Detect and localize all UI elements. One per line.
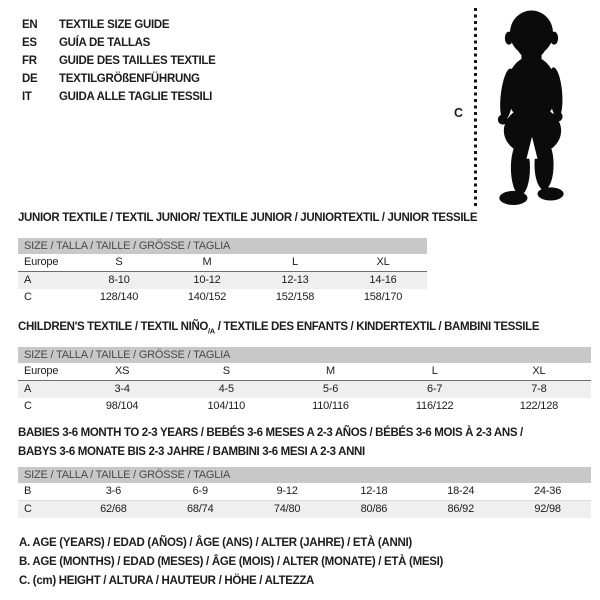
table-cell: 140/152 xyxy=(187,291,227,303)
table-row xyxy=(18,501,591,518)
table-cell: 6-9 xyxy=(192,485,208,497)
language-row xyxy=(22,52,216,70)
table-cell: M xyxy=(326,365,335,377)
language-code: DE xyxy=(22,73,38,85)
row-label-cell: A xyxy=(24,274,32,286)
table-cell: 104/110 xyxy=(207,400,246,412)
table-cell: 6-7 xyxy=(427,383,443,395)
table-cell: 158/170 xyxy=(363,291,403,303)
table-cell: 110/116 xyxy=(312,400,349,412)
language-row xyxy=(22,88,216,106)
table-row xyxy=(18,254,427,272)
babies-table-title xyxy=(18,424,523,462)
guide-title: TEXTILE SIZE GUIDE xyxy=(59,19,170,31)
table-row xyxy=(18,483,591,501)
language-code: ES xyxy=(22,37,37,49)
language-list xyxy=(22,16,216,106)
babies-title-line-2: BABYS 3-6 MONATE BIS 2-3 JAHRE / BAMBINI 3-6 MESI A 2-3 ANNI xyxy=(18,446,365,458)
table-cell: 98/104 xyxy=(105,400,139,412)
children-title-text: / TEXTILE DES ENFANTS / KINDERTEXTIL / BAMBINI TESSILE xyxy=(214,321,540,333)
language-row xyxy=(22,16,216,34)
table-cell: 12-18 xyxy=(360,485,388,497)
size-header-bar: SIZE / TALLA / TAILLE / GRÖSSE / TAGLIA xyxy=(18,238,427,254)
row-label-cell: C xyxy=(24,400,32,412)
children-title-text: CHILDREN'S TEXTILE / TEXTIL NIÑO xyxy=(18,321,209,333)
table-cell: 116/122 xyxy=(415,400,454,412)
table-cell: 24-36 xyxy=(534,485,562,497)
table-cell: 3-6 xyxy=(105,485,122,497)
table-row xyxy=(18,398,591,415)
language-code: EN xyxy=(22,19,38,31)
footnote-b: B. AGE (MONTHS) / EDAD (MESES) / ÂGE (MOIS) / ALTER (MONATE) / ETÀ (MESI) xyxy=(19,556,444,568)
table-cell: 122/128 xyxy=(519,400,559,412)
junior-table xyxy=(18,238,427,306)
junior-table-title: JUNIOR TEXTILE / TEXTIL JUNIOR/ TEXTILE JUNIOR / JUNIORTEXTIL / JUNIOR TESSILE xyxy=(18,212,478,224)
table-cell: 152/158 xyxy=(275,291,315,303)
table-cell: L xyxy=(431,365,438,377)
table-cell: M xyxy=(202,256,212,268)
table-cell: 92/98 xyxy=(534,503,561,515)
table-cell: 5-6 xyxy=(322,383,339,395)
guide-title: GUIDA ALLE TAGLIE TESSILI xyxy=(59,91,213,103)
language-code: FR xyxy=(22,55,37,67)
footnotes xyxy=(19,534,443,591)
language-code: IT xyxy=(22,91,32,103)
table-row xyxy=(18,289,427,306)
row-label-cell: C xyxy=(24,503,32,515)
babies-table xyxy=(18,467,591,518)
table-cell: S xyxy=(222,365,230,377)
footnote-a: A. AGE (YEARS) / EDAD (AÑOS) / ÂGE (ANS) / ALTER (JAHRE) / ETÀ (ANNI) xyxy=(19,537,412,549)
height-dotted-line xyxy=(474,8,477,207)
table-cell: 62/68 xyxy=(100,503,127,515)
table-cell: 12-13 xyxy=(281,274,309,286)
size-header-bar: SIZE / TALLA / TAILLE / GRÖSSE / TAGLIA xyxy=(18,467,591,483)
table-row xyxy=(18,381,591,398)
row-label-cell: C xyxy=(24,291,32,303)
table-cell: 14-16 xyxy=(369,274,397,286)
children-title-subscript: /A xyxy=(208,326,215,336)
table-cell: XL xyxy=(532,365,546,377)
table-cell: 80/86 xyxy=(360,503,388,515)
guide-title: GUÍA DE TALLAS xyxy=(59,37,150,49)
table-cell: 128/140 xyxy=(99,291,139,303)
row-label-cell: Europe xyxy=(24,256,59,268)
table-cell: 7-8 xyxy=(531,383,547,395)
row-label-cell: Europe xyxy=(24,365,59,377)
table-cell: L xyxy=(292,256,298,268)
babies-title-line-1: BABIES 3-6 MONTH TO 2-3 YEARS / BEBÉS 3-6 MESES A 2-3 AÑOS / BÉBÉS 3-6 MOIS À 2-3 ANS / xyxy=(18,427,523,439)
row-label-cell: B xyxy=(24,485,32,497)
table-cell: 68/74 xyxy=(186,503,214,515)
table-cell: XS xyxy=(114,365,130,377)
language-row xyxy=(22,34,216,52)
table-cell: XL xyxy=(376,256,390,268)
table-row xyxy=(18,272,427,289)
table-cell: 4-5 xyxy=(218,383,234,395)
row-label-cell: A xyxy=(24,383,32,395)
guide-title: TEXTILGRÖßENFÜHRUNG xyxy=(59,73,200,85)
table-cell: 86/92 xyxy=(447,503,474,515)
table-cell: 18-24 xyxy=(447,485,475,497)
toddler-silhouette-icon xyxy=(485,8,585,209)
table-cell: 74/80 xyxy=(273,503,301,515)
table-cell: 3-4 xyxy=(114,383,130,395)
table-cell: 9-12 xyxy=(276,485,298,497)
children-table-title xyxy=(18,318,539,340)
size-header-bar: SIZE / TALLA / TAILLE / GRÖSSE / TAGLIA xyxy=(18,347,591,363)
children-table xyxy=(18,347,591,415)
table-cell: 10-12 xyxy=(193,274,221,286)
footnote-c: C. (cm) HEIGHT / ALTURA / HAUTEUR / HÖHE / ALTEZZA xyxy=(19,575,315,587)
table-cell: S xyxy=(115,256,123,268)
guide-title: GUIDE DES TAILLES TEXTILE xyxy=(59,55,216,67)
language-row xyxy=(22,70,216,88)
table-cell: 8-10 xyxy=(108,274,130,286)
table-row xyxy=(18,363,591,381)
height-measure-label: C xyxy=(454,106,464,120)
